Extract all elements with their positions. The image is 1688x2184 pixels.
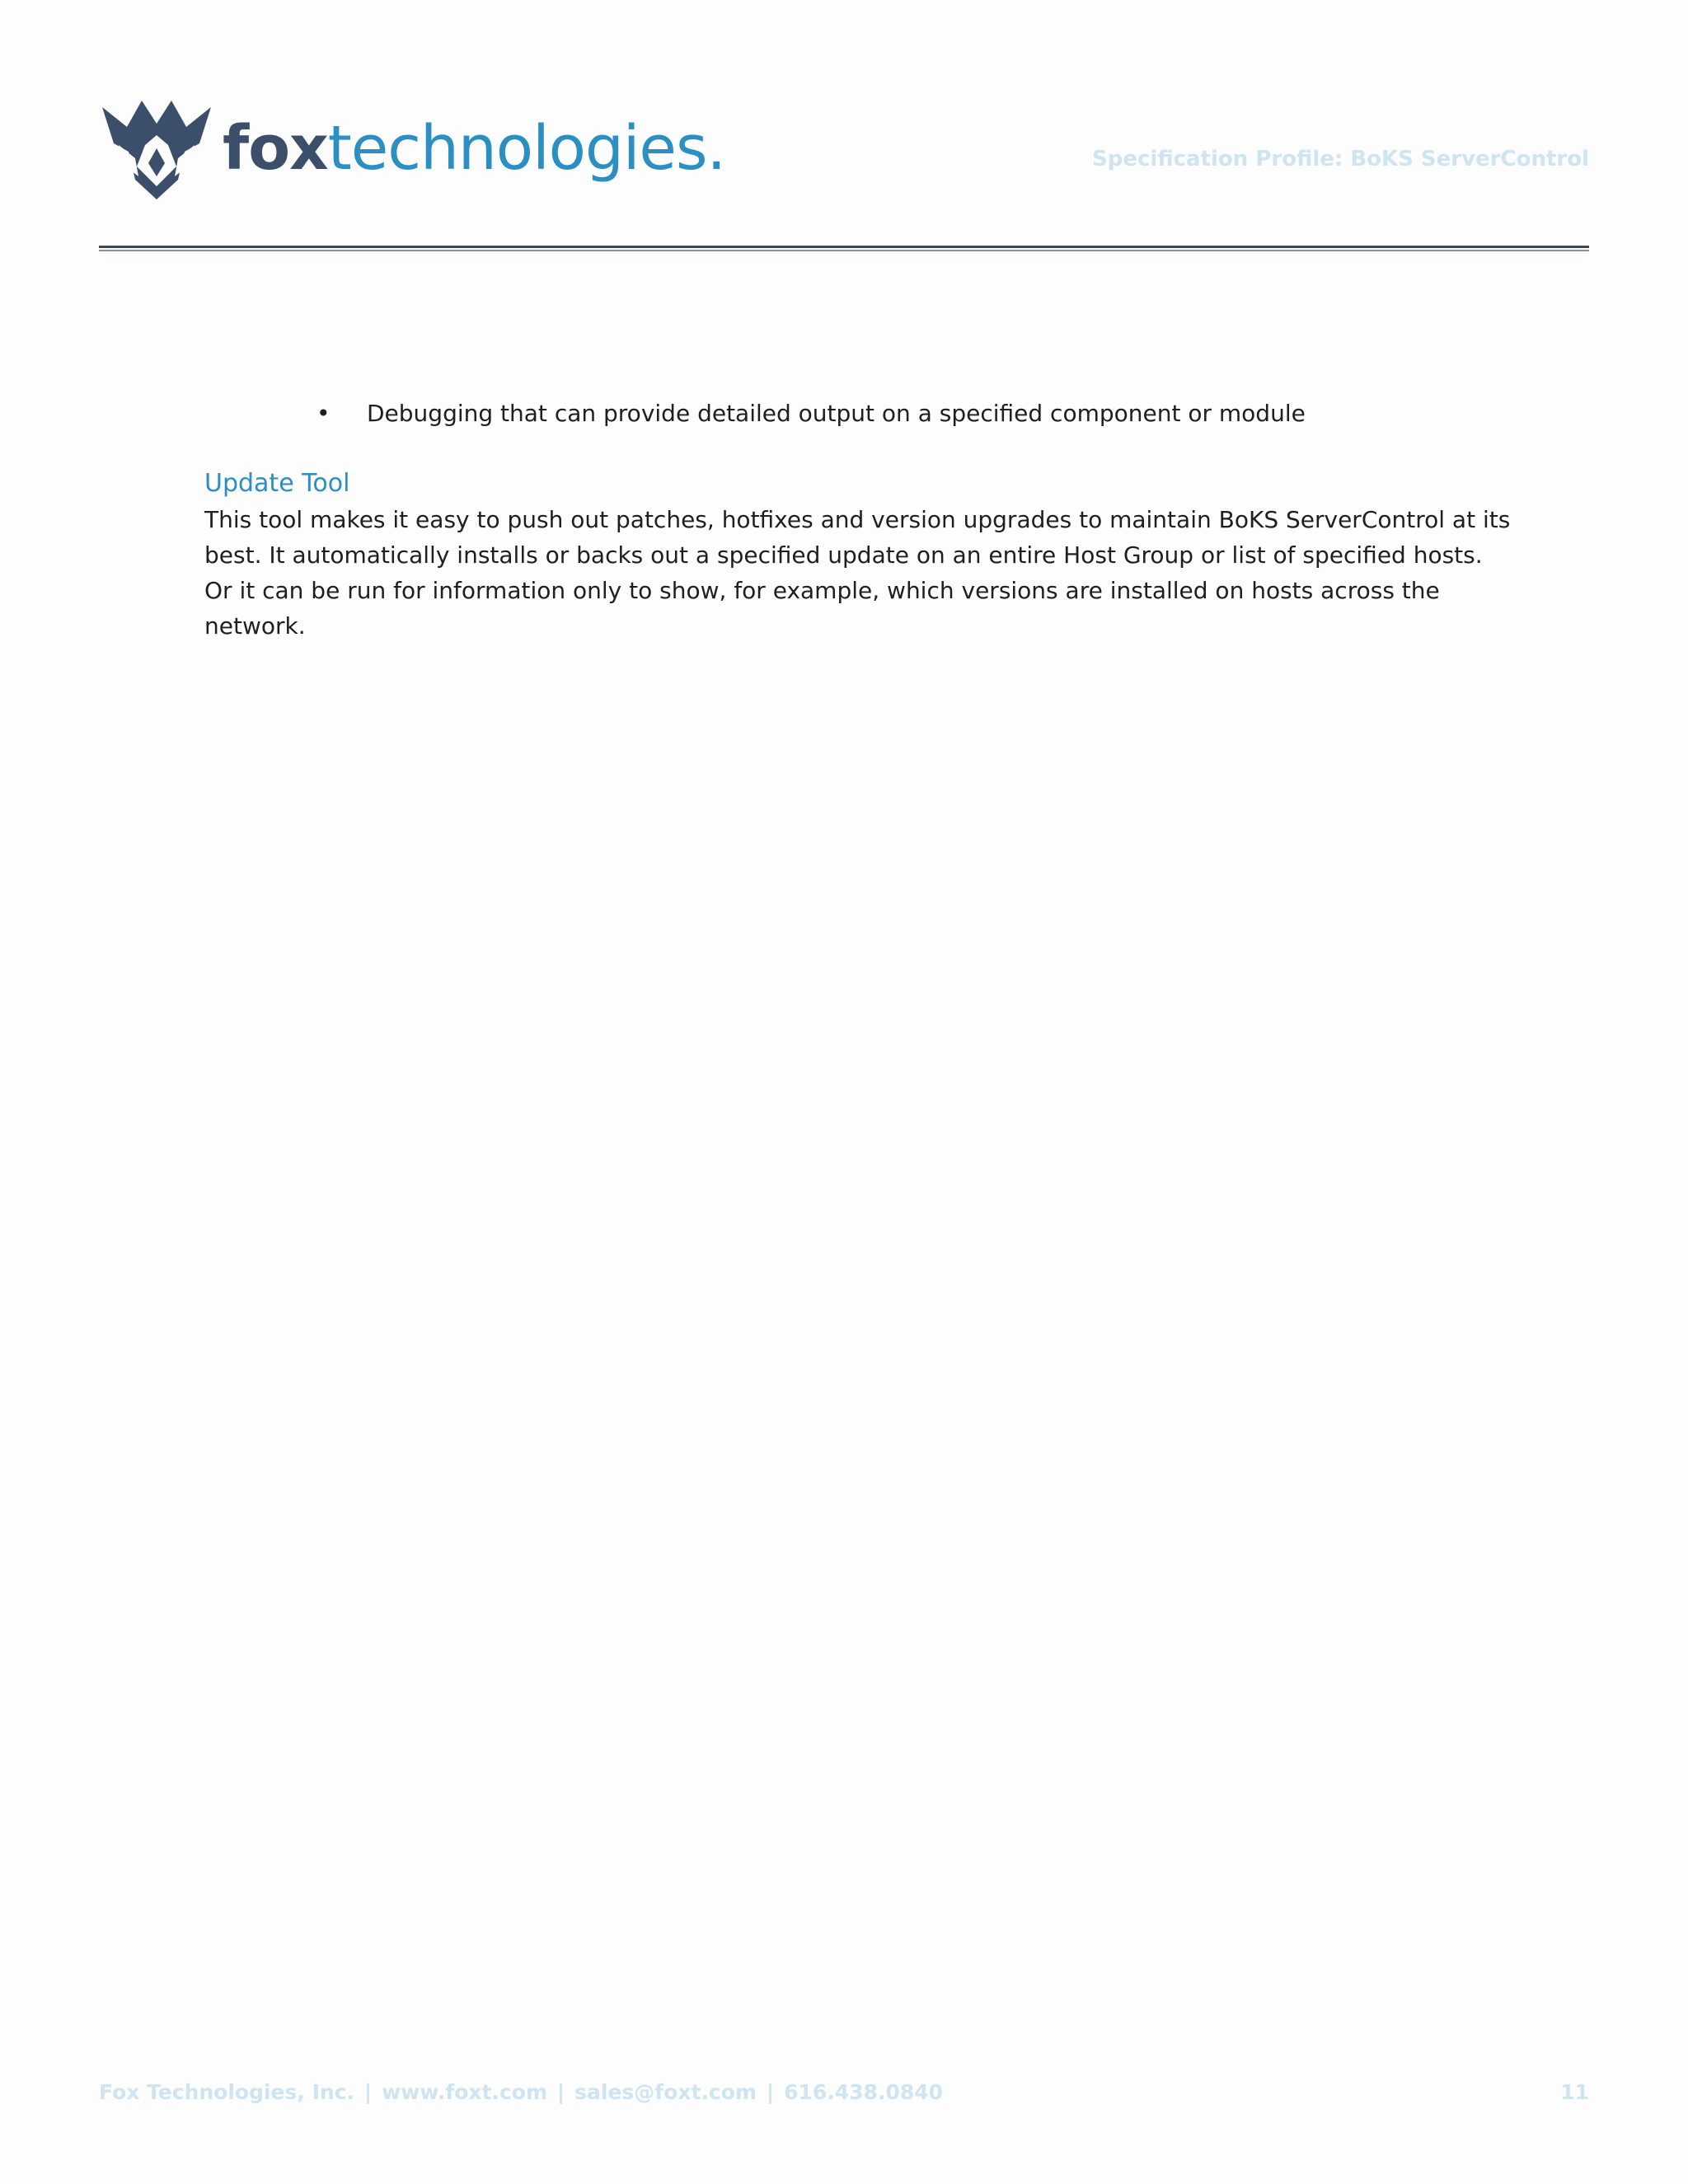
logo-wordmark [223,107,725,190]
page-number: 11 [1560,2080,1589,2104]
list-item [204,396,1523,431]
footer-email-link[interactable]: sales@foxt.com [574,2080,757,2104]
footer-separator: | [364,2080,373,2104]
footer-contact [99,2080,943,2104]
bullet-list [204,396,1523,431]
page-footer [99,2080,1589,2113]
spec-profile-title: Specification Profile: BoKS ServerControl [1092,147,1589,171]
footer-website-link[interactable]: www.foxt.com [382,2080,548,2104]
footer-separator: | [557,2080,565,2104]
footer-phone: 616.438.0840 [784,2080,944,2104]
section-heading: Update Tool [204,469,350,498]
section-paragraph: This tool makes it easy to push out patches, hotfixes and version upgrades to maintain BoKS ServerControl at its best. It automatically installs or backs out a specified update on an entire Host Group or list of specified hosts. Or it can be run for information only to show, for example, which versions are installed on hosts across the network. [204,506,1511,640]
page-header [99,91,1589,206]
header-divider [99,246,1589,252]
footer-company: Fox Technologies, Inc. [99,2080,355,2104]
page-content [204,396,1523,644]
bullet-text: Debugging that can provide detailed output on a specified component or module [367,400,1306,427]
logo-word-fox: fox [223,113,328,184]
fox-head-icon [99,94,214,201]
logo-word-technologies: technologies. [327,113,726,184]
bullet-point: • [316,400,331,427]
company-logo [99,91,726,206]
footer-separator: | [766,2080,775,2104]
